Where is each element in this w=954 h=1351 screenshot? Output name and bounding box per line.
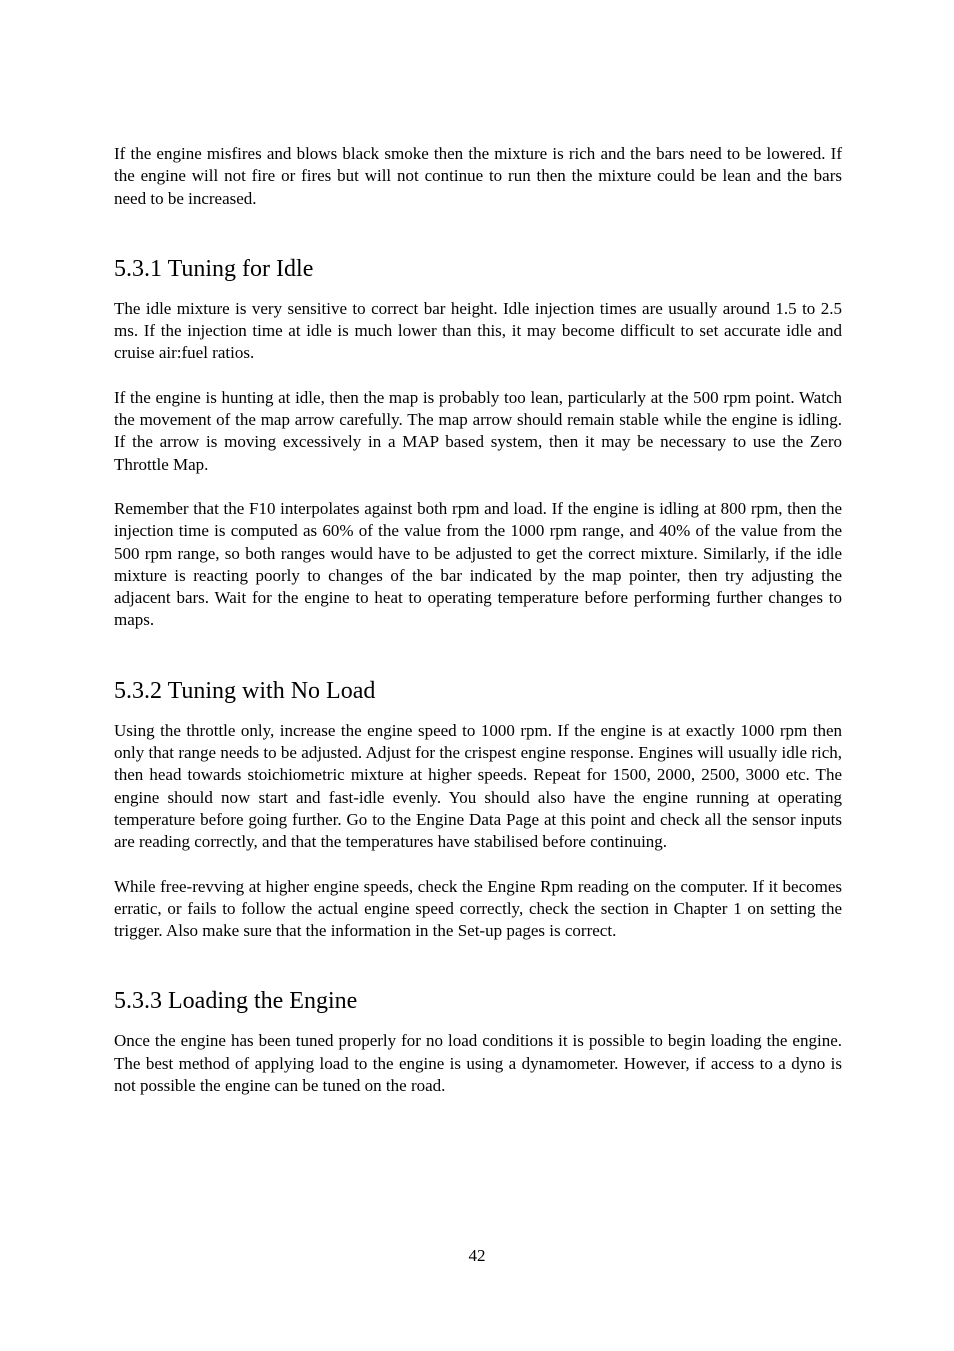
page-number: 42 — [468, 1246, 486, 1265]
loading-paragraph-1: Once the engine has been tuned properly for no load conditions it is possible to begin loading the engine. The best method of applying load to the engine is using a dynamometer. However, if access to a dyno is not possible the engine can be tuned on the road. — [114, 1031, 842, 1096]
idle-paragraph-3: Remember that the F10 interpolates against both rpm and load. If the engine is idling at 800 rpm, then the injection time is computed as 60% of the value from the 1000 rpm range, and 40% of the value from the 500 rpm range, so both ranges would have to be adjusted to get the correct mixture. Similarly, if the idle mixture is reacting poorly to changes of the bar indicated by the map pointer, then try adjusting the adjacent bars. Wait for the engine to heat to operating temperature before performing further changes to maps. — [114, 498, 842, 630]
intro-paragraph: If the engine misfires and blows black smoke then the mixture is rich and the bars need to be lowered. If the engine will not fire or fires but will not continue to run then the mixture could be lean and the bars need to be increased. — [114, 144, 842, 208]
idle-paragraph-2: If the engine is hunting at idle, then the map is probably too lean, particularly at the 500 rpm point. Watch the movement of the map arrow carefully. The map arrow should remain stable while the engine is idling. If the arrow is moving excessively in a MAP based system, then it may be necessary to use the Zero Throttle Map. — [114, 387, 842, 474]
heading-tuning-with-no-load: 5.3.2 Tuning with No Load — [114, 677, 376, 704]
page-body — [114, 143, 842, 1097]
no-load-paragraph-1: Using the throttle only, increase the engine speed to 1000 rpm. If the engine is at exactly 1000 rpm then only that range needs to be adjusted. Adjust for the crispest engine response. Engines will usually idle rich, then head towards stoichiometric mixture at higher speeds. Repeat for 1500, 2000, 2500, 3000 etc. The engine should now start and fast-idle evenly. You should also have the engine running at operating temperature before going further. Go to the Engine Data Page at this point and check all the sensor inputs are reading correctly, and that the temperatures have stabilised before continuing. — [114, 720, 842, 852]
no-load-paragraph-2: While free-revving at higher engine speeds, check the Engine Rpm reading on the computer. If it becomes erratic, or fails to follow the actual engine speed correctly, check the section in Chapter 1 on setting the trigger. Also make sure that the information in the Set-up pages is correct. — [114, 876, 842, 941]
heading-tuning-for-idle: 5.3.1 Tuning for Idle — [114, 255, 314, 282]
heading-loading-the-engine: 5.3.3 Loading the Engine — [114, 988, 358, 1015]
idle-paragraph-1: The idle mixture is very sensitive to correct bar height. Idle injection times are usually around 1.5 to 2.5 ms. If the injection time at idle is much lower than this, it may become difficult to set accurate idle and cruise air:fuel ratios. — [114, 298, 842, 363]
